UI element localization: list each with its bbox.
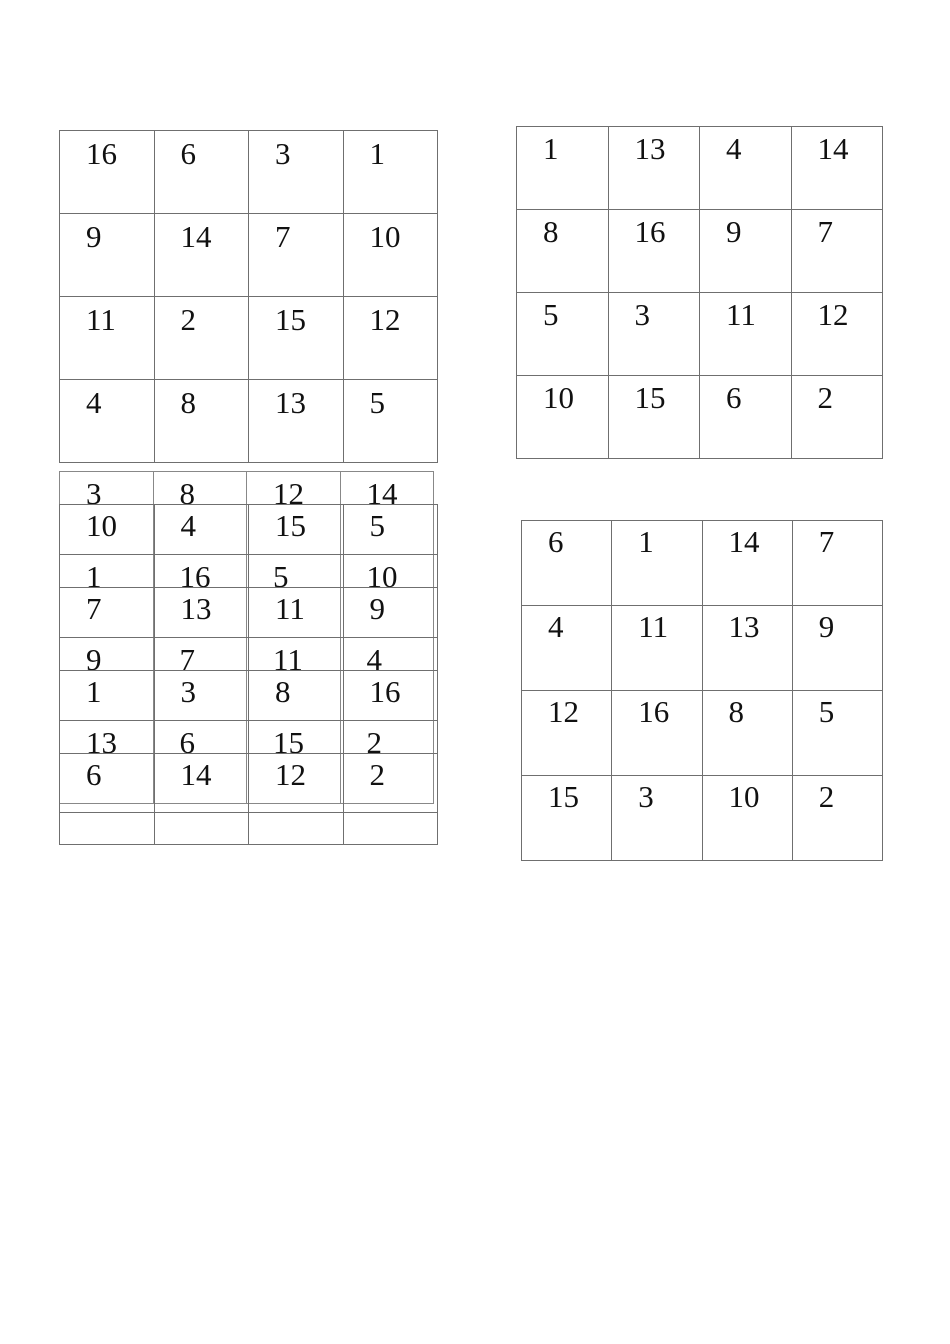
grid-cell: 3 xyxy=(612,776,702,861)
grid-cell: 14 xyxy=(154,214,249,297)
grid-cell: 13 xyxy=(702,606,792,691)
grid-row xyxy=(522,521,883,606)
grid-cell: 5 xyxy=(247,555,341,638)
grid-cell: 8 xyxy=(153,472,247,555)
grid-row xyxy=(60,754,438,845)
grid-row xyxy=(522,691,883,776)
grid-cell: 10 xyxy=(343,214,438,297)
grid-cell: 12 xyxy=(791,293,883,376)
number-grid-bottom-right xyxy=(521,520,883,861)
grid-cell: 16 xyxy=(60,131,155,214)
grid-cell: 9 xyxy=(60,638,154,721)
grid-cell: 1 xyxy=(60,555,154,638)
grid-cell: 3 xyxy=(154,671,249,754)
grid-cell: 10 xyxy=(60,505,155,588)
grid-row xyxy=(60,380,438,463)
grid-cell: 1 xyxy=(343,131,438,214)
grid-cell: 3 xyxy=(249,131,344,214)
grid-cell: 12 xyxy=(247,472,341,555)
grid-cell: 7 xyxy=(60,588,155,671)
grid-cell: 4 xyxy=(60,380,155,463)
grid-cell: 10 xyxy=(702,776,792,861)
grid-cell: 2 xyxy=(791,376,883,459)
grid-cell: 12 xyxy=(522,691,612,776)
grid-cell: 9 xyxy=(792,606,882,691)
grid-cell: 5 xyxy=(343,380,438,463)
grid-cell: 2 xyxy=(792,776,882,861)
grid-cell: 11 xyxy=(700,293,792,376)
grid-cell: 4 xyxy=(522,606,612,691)
grid-cell: 16 xyxy=(608,210,700,293)
grid-cell: 9 xyxy=(343,588,438,671)
grid-cell: 1 xyxy=(612,521,702,606)
grid-cell: 4 xyxy=(154,505,249,588)
grid-cell: 8 xyxy=(517,210,609,293)
grid-cell: 6 xyxy=(154,131,249,214)
grid-cell: 6 xyxy=(153,721,247,804)
grid-cell: 11 xyxy=(612,606,702,691)
grid-cell: 3 xyxy=(60,472,154,555)
grid-cell: 15 xyxy=(522,776,612,861)
grid-cell: 6 xyxy=(700,376,792,459)
grid-cell: 2 xyxy=(154,297,249,380)
grid-cell: 15 xyxy=(247,721,341,804)
grid-cell: 7 xyxy=(792,521,882,606)
grid-cell: 3 xyxy=(608,293,700,376)
grid-cell: 11 xyxy=(249,588,344,671)
grid-cell: 14 xyxy=(702,521,792,606)
grid-cell: 12 xyxy=(249,754,344,845)
grid-cell: 1 xyxy=(517,127,609,210)
grid-cell: 5 xyxy=(792,691,882,776)
grid-cell: 16 xyxy=(343,671,438,754)
grid-cell: 16 xyxy=(153,555,247,638)
grid-cell: 13 xyxy=(249,380,344,463)
grid-row xyxy=(60,214,438,297)
grid-cell: 4 xyxy=(700,127,792,210)
grid-cell: 11 xyxy=(247,638,341,721)
grid-divider-line xyxy=(59,554,437,555)
grid-cell: 16 xyxy=(612,691,702,776)
grid-cell: 8 xyxy=(249,671,344,754)
grid-cell: 10 xyxy=(517,376,609,459)
grid-cell: 9 xyxy=(60,214,155,297)
number-grid-top-right xyxy=(516,126,883,459)
grid-cell: 6 xyxy=(60,754,155,845)
grid-cell: 7 xyxy=(791,210,883,293)
grid-cell: 8 xyxy=(702,691,792,776)
grid-cell: 12 xyxy=(343,297,438,380)
grid-divider-line xyxy=(59,812,437,813)
grid-cell: 10 xyxy=(340,555,434,638)
grid-cell: 14 xyxy=(154,754,249,845)
grid-cell: 15 xyxy=(249,505,344,588)
grid-row xyxy=(517,376,883,459)
grid-cell: 13 xyxy=(608,127,700,210)
grid-row xyxy=(60,505,438,588)
grid-cell: 14 xyxy=(791,127,883,210)
grid-divider-line xyxy=(59,720,437,721)
grid-cell: 5 xyxy=(517,293,609,376)
grid-row xyxy=(60,671,438,754)
grid-row xyxy=(517,127,883,210)
grid-row xyxy=(522,776,883,861)
grid-cell: 6 xyxy=(522,521,612,606)
grid-row xyxy=(60,131,438,214)
grid-cell: 5 xyxy=(343,505,438,588)
grid-cell: 7 xyxy=(249,214,344,297)
grid-cell: 4 xyxy=(340,638,434,721)
grid-cell: 1 xyxy=(60,671,155,754)
grid-cell: 8 xyxy=(154,380,249,463)
grid-cell: 14 xyxy=(340,472,434,555)
grid-row xyxy=(517,210,883,293)
grid-cell: 7 xyxy=(153,638,247,721)
grid-cell: 11 xyxy=(60,297,155,380)
grid-cell: 2 xyxy=(343,754,438,845)
grid-cell: 2 xyxy=(340,721,434,804)
number-grid-top-left xyxy=(59,130,438,463)
grid-row xyxy=(522,606,883,691)
grid-row xyxy=(517,293,883,376)
grid-row xyxy=(60,297,438,380)
grid-cell: 15 xyxy=(249,297,344,380)
number-grid-overlap-front xyxy=(59,504,438,845)
grid-cell: 9 xyxy=(700,210,792,293)
grid-cell: 13 xyxy=(60,721,154,804)
grid-cell: 13 xyxy=(154,588,249,671)
grid-divider-line xyxy=(59,637,437,638)
grid-row xyxy=(60,588,438,671)
grid-cell: 15 xyxy=(608,376,700,459)
